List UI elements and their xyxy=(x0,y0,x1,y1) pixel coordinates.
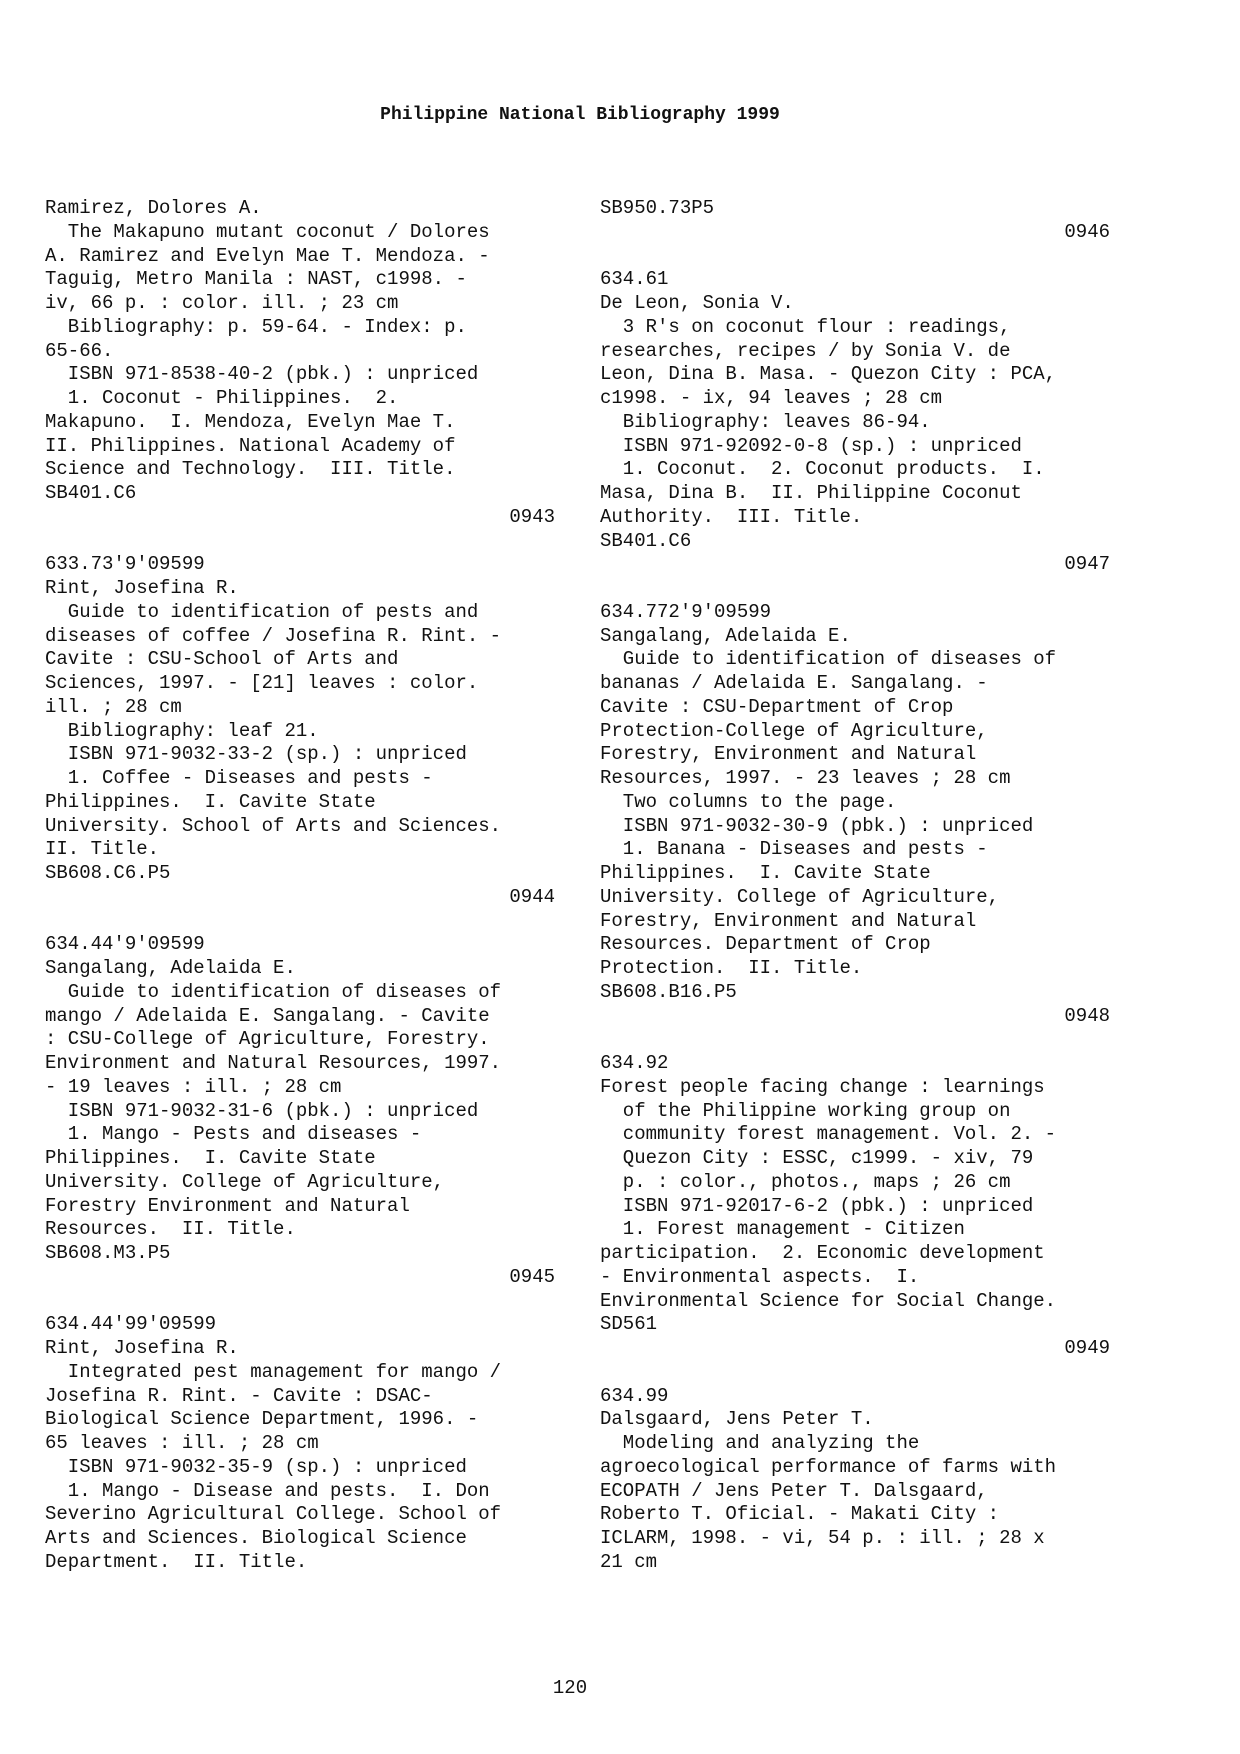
entry-line: Environment and Natural Resources, 1997. xyxy=(45,1052,502,1074)
entry-line: ISBN 971-9032-31-6 (pbk.) : unpriced xyxy=(45,1099,479,1122)
entry-line: ISBN 971-92017-6-2 (pbk.) : unpriced xyxy=(600,1194,1034,1217)
entry-line: 3 R's on coconut flour : readings, xyxy=(600,315,1011,338)
right-column xyxy=(600,197,1110,1598)
spacer xyxy=(600,245,1110,269)
entry-line: SB401.C6 xyxy=(600,529,692,552)
entry-line: Protection-College of Agriculture, xyxy=(600,719,988,742)
entry-line: ISBN 971-92092-0-8 (sp.) : unpriced xyxy=(600,434,1022,457)
entry-line: 1. Coconut - Philippines. 2. xyxy=(45,387,399,409)
entry-line: Modeling and analyzing the xyxy=(600,1432,920,1454)
entry-line: Guide to identification of pests and xyxy=(45,600,479,623)
entry-line: Two columns to the page. xyxy=(600,790,897,813)
entry-line: II. Title. xyxy=(45,838,160,861)
entry-line: Philippines. I. Cavite State xyxy=(45,790,376,813)
entry-line: Environmental Science for Social Change. xyxy=(600,1289,1057,1312)
entry-line: SB950.73P5 xyxy=(600,197,715,219)
entry-line: participation. 2. Economic development xyxy=(600,1242,1045,1264)
entry-number: 0943 xyxy=(509,505,555,528)
entry-line: 634.44'99'09599 xyxy=(45,1313,217,1336)
entry-line: Makapuno. I. Mendoza, Evelyn Mae T. xyxy=(45,410,456,433)
entry-line: community forest management. Vol. 2. - xyxy=(600,1123,1057,1146)
entry-line: SB608.M3.P5 xyxy=(45,1242,171,1264)
entry-line: Quezon City : ESSC, c1999. - xiv, 79 xyxy=(600,1147,1034,1169)
entry-number: 0947 xyxy=(1064,553,1110,576)
entry-line: Sangalang, Adelaida E. xyxy=(600,624,851,647)
entry-line: SB608.C6.P5 xyxy=(45,862,171,884)
entry-line: 1. Coffee - Diseases and pests - xyxy=(45,767,433,789)
entry-line: Resources. II. Title. xyxy=(45,1218,296,1241)
entry-line: Taguig, Metro Manila : NAST, c1998. - xyxy=(45,268,467,291)
entry-line: 1. Mango - Pests and diseases - xyxy=(45,1123,422,1146)
bibliographic-entry xyxy=(45,933,555,1289)
entry-line: Science and Technology. III. Title. xyxy=(45,458,456,481)
entry-number: 0946 xyxy=(1064,220,1110,243)
entry-line: De Leon, Sonia V. xyxy=(600,292,794,314)
entry-line: ill. ; 28 cm xyxy=(45,695,182,718)
entry-line: Philippines. I. Cavite State xyxy=(600,862,931,884)
entry-line: Resources, 1997. - 23 leaves ; 28 cm xyxy=(600,767,1011,789)
entry-line: 1. Mango - Disease and pests. I. Don xyxy=(45,1479,490,1502)
entry-line: Roberto T. Oficial. - Makati City : xyxy=(600,1503,1000,1526)
entry-line: University. College of Agriculture, xyxy=(45,1170,445,1193)
page-title: Philippine National Bibliography 1999 xyxy=(380,105,780,125)
entry-line: Bibliography: leaf 21. xyxy=(45,719,319,742)
entry-line: Ramirez, Dolores A. xyxy=(45,197,262,219)
bibliographic-entry xyxy=(600,1052,1110,1361)
entry-line: ISBN 971-9032-35-9 (sp.) : unpriced xyxy=(45,1455,467,1478)
bibliographic-entry xyxy=(600,268,1110,577)
entry-line: 633.73'9'09599 xyxy=(45,553,205,576)
entry-line: Dalsgaard, Jens Peter T. xyxy=(600,1408,874,1431)
entry-line: II. Philippines. National Academy of xyxy=(45,434,456,457)
entry-line: Forestry, Environment and Natural xyxy=(600,743,977,766)
entry-line: The Makapuno mutant coconut / Dolores xyxy=(45,220,490,243)
entry-line: agroecological performance of farms with xyxy=(600,1455,1057,1478)
entry-line: diseases of coffee / Josefina R. Rint. - xyxy=(45,624,502,647)
entry-line: Rint, Josefina R. xyxy=(45,577,239,599)
bibliographic-entry xyxy=(600,1385,1110,1575)
entry-number: 0949 xyxy=(1064,1337,1110,1359)
entry-line: Masa, Dina B. II. Philippine Coconut xyxy=(600,482,1022,504)
entry-line: mango / Adelaida E. Sangalang. - Cavite xyxy=(45,1004,490,1027)
entry-line: 634.44'9'09599 xyxy=(45,933,205,956)
entry-line: bananas / Adelaida E. Sangalang. - xyxy=(600,672,988,694)
entry-line: 65 leaves : ill. ; 28 cm xyxy=(45,1432,319,1454)
entry-line: Forest people facing change : learnings xyxy=(600,1075,1045,1098)
entry-line: Sciences, 1997. - [21] leaves : color. xyxy=(45,672,479,694)
entry-line: 634.61 xyxy=(600,268,669,291)
entry-line: Severino Agricultural College. School of xyxy=(45,1503,502,1526)
entry-line: Josefina R. Rint. - Cavite : DSAC- xyxy=(45,1384,433,1407)
entry-number: 0945 xyxy=(509,1265,555,1288)
entry-line: of the Philippine working group on xyxy=(600,1099,1011,1122)
left-column xyxy=(45,197,555,1598)
entry-line: Biological Science Department, 1996. - xyxy=(45,1408,479,1431)
entry-line: - Environmental aspects. I. xyxy=(600,1265,920,1288)
entry-line: ISBN 971-9032-33-2 (sp.) : unpriced xyxy=(45,743,467,766)
entry-line: iv, 66 p. : color. ill. ; 23 cm xyxy=(45,292,399,314)
entry-line: Forestry Environment and Natural xyxy=(45,1194,410,1217)
entry-line: ISBN 971-9032-30-9 (pbk.) : unpriced xyxy=(600,814,1034,837)
entry-number: 0948 xyxy=(1064,1004,1110,1027)
entry-line: University. College of Agriculture, xyxy=(600,885,1000,908)
entry-line: - 19 leaves : ill. ; 28 cm xyxy=(45,1075,342,1098)
entry-number: 0944 xyxy=(509,885,555,908)
entry-line: 1. Banana - Diseases and pests - xyxy=(600,838,988,861)
entry-line: Arts and Sciences. Biological Science xyxy=(45,1527,467,1549)
entry-line: 634.92 xyxy=(600,1052,669,1074)
entry-line: ICLARM, 1998. - vi, 54 p. : ill. ; 28 x xyxy=(600,1527,1045,1549)
entry-line: : CSU-College of Agriculture, Forestry. xyxy=(45,1028,490,1051)
entry-line: 21 cm xyxy=(600,1550,658,1573)
entry-line: Guide to identification of diseases of xyxy=(600,648,1057,671)
entry-line: SD561 xyxy=(600,1313,658,1336)
entry-line: Bibliography: leaves 86-94. xyxy=(600,410,931,433)
entry-line: p. : color., photos., maps ; 26 cm xyxy=(600,1170,1011,1193)
entry-continuation xyxy=(600,197,1110,245)
entry-line: 1. Coconut. 2. Coconut products. I. xyxy=(600,458,1045,481)
entry-line: ISBN 971-8538-40-2 (pbk.) : unpriced xyxy=(45,363,479,386)
bibliographic-entry xyxy=(45,197,555,530)
entry-line: c1998. - ix, 94 leaves ; 28 cm xyxy=(600,387,943,409)
entry-line: Authority. III. Title. xyxy=(600,505,863,528)
entry-line: Forestry, Environment and Natural xyxy=(600,909,977,932)
entry-line: Cavite : CSU-School of Arts and xyxy=(45,648,399,671)
entry-line: University. School of Arts and Sciences. xyxy=(45,814,502,837)
entry-line: 1. Forest management - Citizen xyxy=(600,1218,965,1241)
entry-line: 634.772'9'09599 xyxy=(600,600,772,623)
entry-line: Protection. II. Title. xyxy=(600,957,863,979)
entry-line: Philippines. I. Cavite State xyxy=(45,1147,376,1169)
bibliographic-entry xyxy=(45,1313,555,1574)
entry-line: A. Ramirez and Evelyn Mae T. Mendoza. - xyxy=(45,244,490,267)
entry-line: Resources. Department of Crop xyxy=(600,933,931,956)
entry-line: Integrated pest management for mango / xyxy=(45,1360,502,1383)
entry-line: 65-66. xyxy=(45,339,114,362)
entry-line: Sangalang, Adelaida E. xyxy=(45,957,296,979)
bibliographic-entry xyxy=(45,553,555,909)
entry-line: ECOPATH / Jens Peter T. Dalsgaard, xyxy=(600,1479,988,1502)
entry-line: Department. II. Title. xyxy=(45,1550,308,1573)
entry-line: SB401.C6 xyxy=(45,482,137,504)
entry-line: 634.99 xyxy=(600,1384,669,1407)
entry-line: Leon, Dina B. Masa. - Quezon City : PCA, xyxy=(600,363,1057,386)
entry-line: Guide to identification of diseases of xyxy=(45,980,502,1003)
page-number: 120 xyxy=(552,1677,588,1699)
entry-line: SB608.B16.P5 xyxy=(600,980,737,1003)
bibliographic-entry xyxy=(600,601,1110,1029)
entry-line: Bibliography: p. 59-64. - Index: p. xyxy=(45,315,467,338)
entry-line: Rint, Josefina R. xyxy=(45,1337,239,1359)
entry-line: researches, recipes / by Sonia V. de xyxy=(600,339,1011,362)
entry-line: Cavite : CSU-Department of Crop xyxy=(600,695,954,718)
